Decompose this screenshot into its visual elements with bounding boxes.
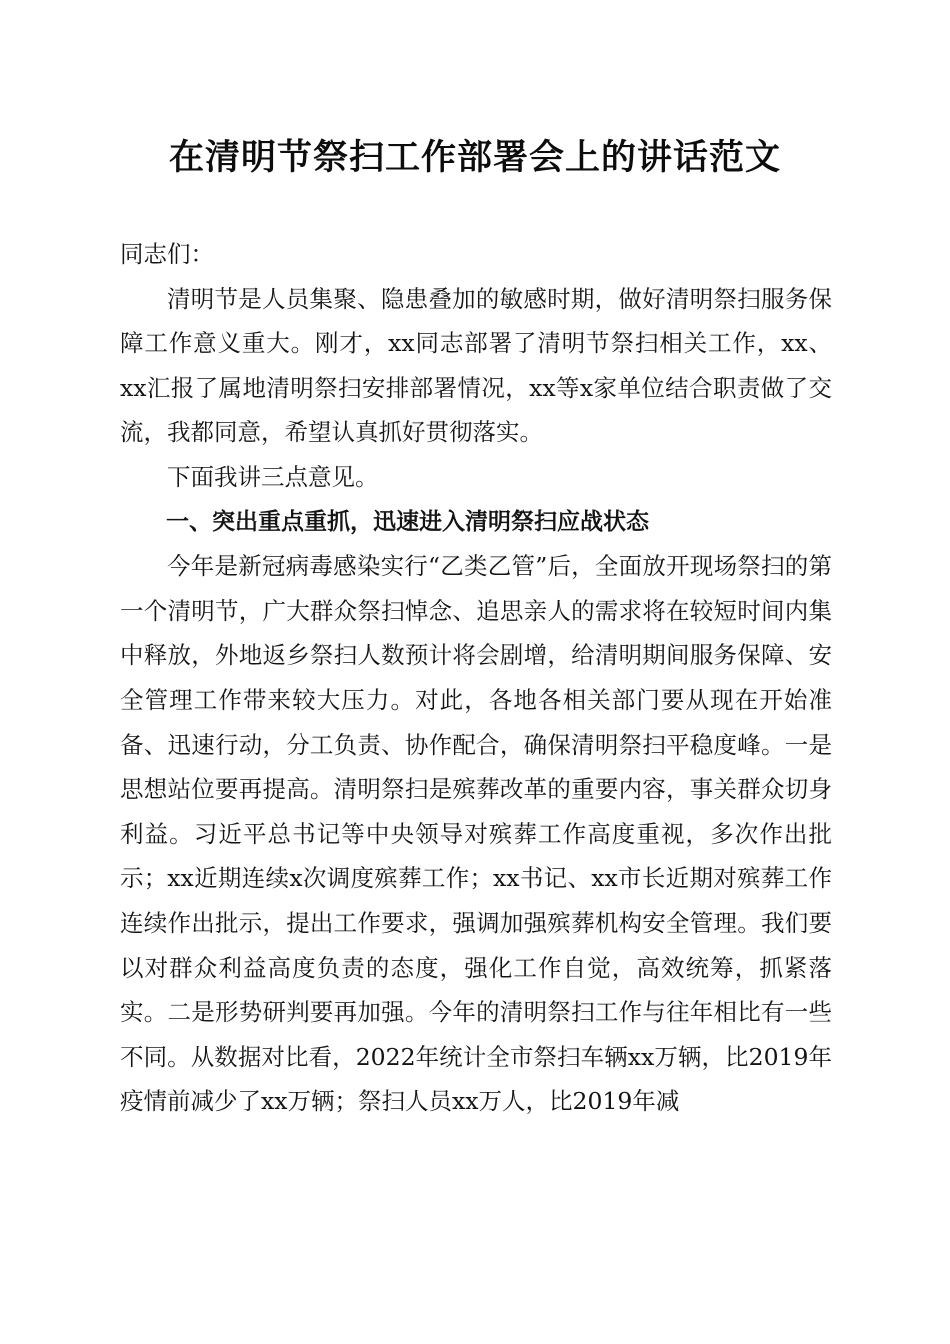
body-paragraph-transition: 下面我讲三点意见。 [167,462,379,491]
section-heading-1: 一、突出重点重抓，迅速进入清明祭扫应战状态 [166,508,649,535]
document-title: 在清明节祭扫工作部署会上的讲话范文 [168,137,781,178]
body-paragraph-section-1: 今年是新冠病毒感染实行“乙类乙管”后，全面放开现场祭扫的第一个清明节，广大群众祭扫悼念、追思亲人的需求将在较短时间内集中释放，外地返乡祭扫人数预计将会剧增，给清明期间服务保障、安全管理工作带来较大压力。对此，各地各相关部门要从现在开始准备、迅速行动，分工负责、协作配合，确保清明祭扫平稳度峰。一是思想站位要再提高。清明祭扫是殡葬改革的重要内容，事关群众切身利益。习近平总书记等中央领导对殡葬工作高度重视，多次作出批示；xx近期连续x次调度殡葬工作；xx书记、xx市长近期对殡葬工作连续作出批示，提出工作要求，强调加强殡葬机构安全管理。我们要以对群众利益高度负责的态度，强化工作自觉，高效统筹，抓紧落实。二是形势研判要再加强。今年的清明祭扫工作与往年相比有一些不同。从数据对比看，2022年统计全市祭扫车辆xx万辆，比2019年疫情前减少了xx万辆；祭扫人员xx万人，比2019年减 [120,552,832,1116]
salutation: 同志们： [120,240,214,268]
document-body [120,232,832,1124]
body-paragraph-intro: 清明节是人员集聚、隐患叠加的敏感时期，做好清明祭扫服务保障工作意义重大。刚才，xx同志部署了清明节祭扫相关工作，xx、xx汇报了属地清明祭扫安排部署情况，xx等x家单位结合职责做了交流，我都同意，希望认真抓好贯彻落实。 [120,284,832,447]
